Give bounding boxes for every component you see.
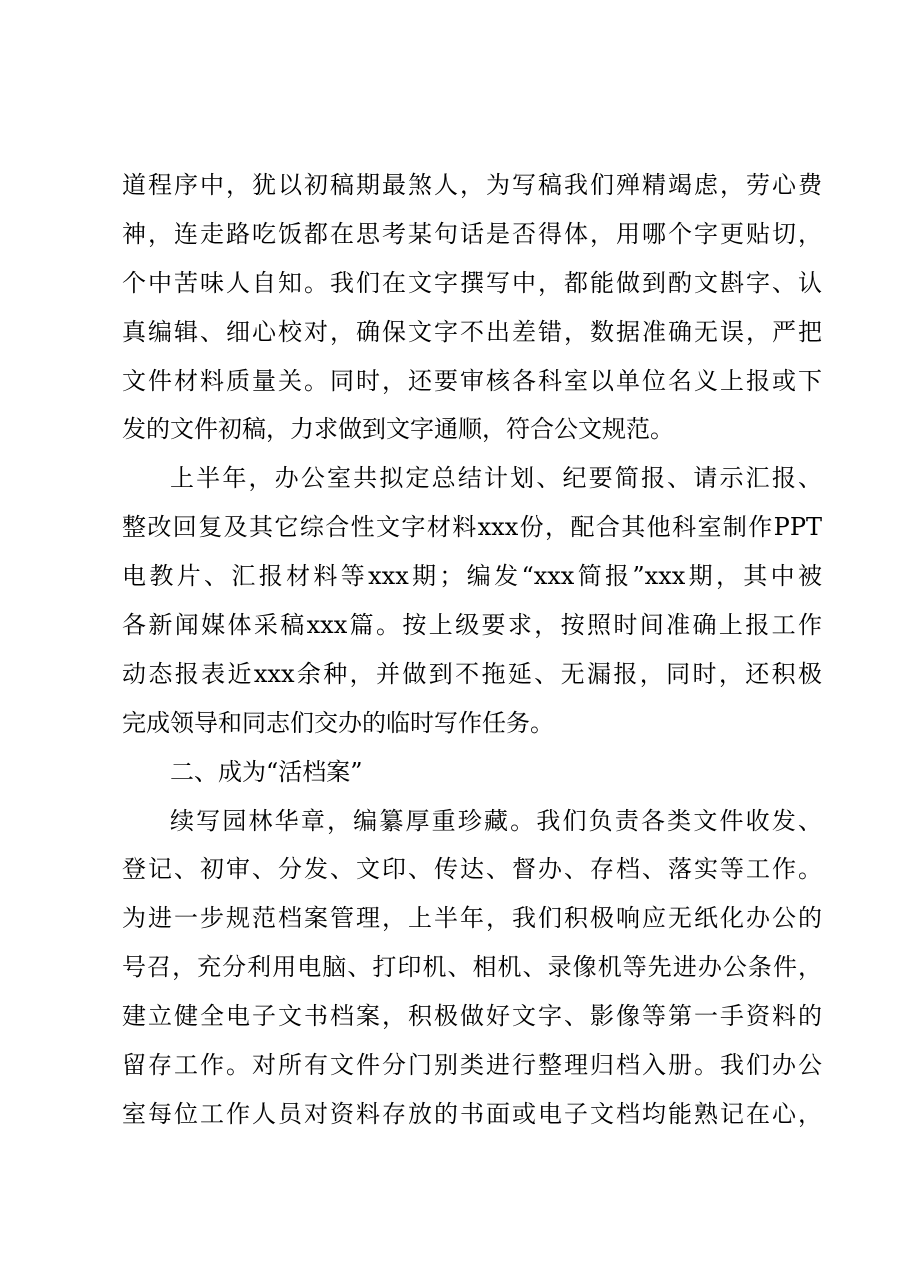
text-line: 为进一步规范档案管理，上半年，我们积极响应无纸化办公的: [122, 904, 822, 933]
document-body: [122, 161, 822, 1139]
section-heading: 二、成为“活档案”: [170, 757, 363, 786]
text-line: 动态报表近xxx余种，并做到不拖延、无漏报，同时，还积极: [122, 659, 822, 688]
text-line: 完成领导和同志们交办的临时写作任务。: [122, 708, 554, 737]
text-line: 室每位工作人员对资料存放的书面或电子文档均能熟记在心，: [122, 1099, 822, 1128]
text-line: 号召，充分利用电脑、打印机、相机、录像机等先进办公条件，: [122, 953, 822, 982]
text-line: 登记、初审、分发、文印、传达、督办、存档、落实等工作。: [122, 855, 822, 884]
paragraph-first-line: 续写园林华章，编纂厚重珍藏。我们负责各类文件收发、: [170, 806, 822, 835]
text-line: 电教片、汇报材料等xxx期；编发“xxx简报”xxx期，其中被: [122, 562, 822, 591]
text-line: 各新闻媒体采稿xxx篇。按上级要求，按照时间准确上报工作: [122, 611, 822, 640]
text-line: 真编辑、细心校对，确保文字不出差错，数据准确无误，严把: [122, 317, 822, 346]
text-line: 留存工作。对所有文件分门别类进行整理归档入册。我们办公: [122, 1051, 822, 1080]
text-line: 文件材料质量关。同时，还要审核各科室以单位名义上报或下: [122, 366, 822, 395]
text-line: 道程序中，犹以初稿期最煞人，为写稿我们殚精竭虑，劳心费: [122, 171, 822, 199]
text-line: 发的文件初稿，力求做到文字通顺，符合公文规范。: [122, 415, 674, 444]
text-line: 个中苦味人自知。我们在文字撰写中，都能做到酌文斟字、认: [122, 268, 822, 297]
text-line: 整改回复及其它综合性文字材料xxx份，配合其他科室制作PPT: [122, 513, 822, 542]
paragraph-first-line: 上半年，办公室共拟定总结计划、纪要简报、请示汇报、: [170, 464, 822, 493]
text-line: 神，连走路吃饭都在思考某句话是否得体，用哪个字更贴切，: [122, 219, 822, 248]
text-line: 建立健全电子文书档案，积极做好文字、影像等第一手资料的: [122, 1002, 822, 1031]
